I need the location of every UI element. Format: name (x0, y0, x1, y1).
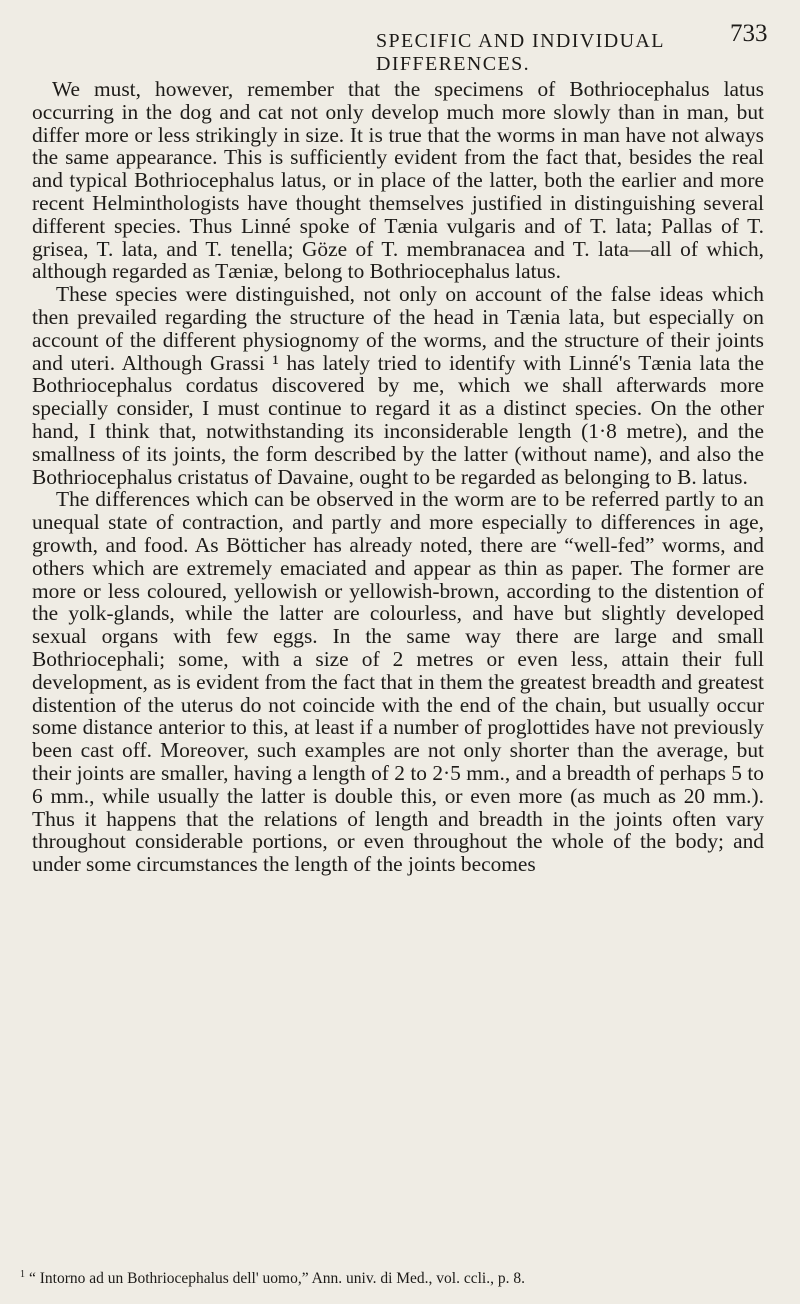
body-text (32, 78, 764, 876)
footnote (20, 1266, 780, 1288)
page-header (0, 20, 800, 75)
running-head: SPECIFIC AND INDIVIDUAL DIFFERENCES. (376, 30, 665, 75)
page-number: 733 (730, 20, 768, 47)
paragraph: These species were distinguished, not only on account of the false ideas which then prevailed regarding the structure of the head in Tænia lata, but especially on account of the different physiognomy of the worms, and the structure of their joints and uteri. Although Grassi ¹ has lately tried to identify with Linné's Tænia lata the Bothriocephalus cordatus discovered by me, which we shall afterwards more specially consider, I must continue to regard it as a distinct species. On the other hand, I think that, notwithstanding its inconsiderable length (1·8 metre), and the smallness of its joints, the form described by the latter (without name), and also the Bothriocephalus cristatus of Davaine, ought to be regarded as belonging to B. latus. (32, 282, 764, 489)
footnote-marker: 1 (20, 1269, 25, 1280)
paragraph: The differences which can be observed in the worm are to be referred partly to an unequal state of contraction, and partly and more especially to differences in age, growth, and food. As Bötticher has already noted, there are “well-fed” worms, and others which are extremely emaciated and appear as thin as paper. The former are more or less coloured, yellowish or yellowish-brown, according to the distention of the yolk-glands, while the latter are colourless, and have but slightly developed sexual organs with few eggs. In the same way there are large and small Bothriocephali; some, with a size of 2 metres or even less, attain their full development, as is evident from the fact that in them the greatest breadth and greatest distention of the uterus do not coincide with the end of the chain, but usually occur some distance anterior to this, at least if a number of proglottides have not previously been cast off. Moreover, such examples are not only shorter than the average, but their joints are smaller, having a length of 2 to 2·5 mm., and a breadth of perhaps 5 to 6 mm., while usually the latter is double this, or even more (as much as 20 mm.). Thus it happens that the relations of length and breadth in the joints often vary throughout considerable portions, or even throughout the whole of the body; and under some circumstances the length of the joints becomes (32, 487, 764, 877)
footnote-text: “ Intorno ad un Bothriocephalus dell' uomo,” Ann. univ. di Med., vol. ccli., p. 8. (29, 1270, 525, 1288)
paragraph: We must, however, remember that the specimens of Bothriocephalus latus occurring in the dog and cat not only develop much more slowly than in man, but differ more or less strikingly in size. It is true that the worms in man have not always the same appearance. This is sufficiently evident from the fact that, besides the real and typical Bothriocephalus latus, or in place of the latter, both the earlier and more recent Helminthologists have thought themselves justified in distinguishing several different species. Thus Linné spoke of Tænia vulgaris and of T. lata; Pallas of T. grisea, T. lata, and T. tenella; Göze of T. membranacea and T. lata—all of which, although regarded as Tæniæ, belong to Bothriocephalus latus. (32, 77, 764, 284)
